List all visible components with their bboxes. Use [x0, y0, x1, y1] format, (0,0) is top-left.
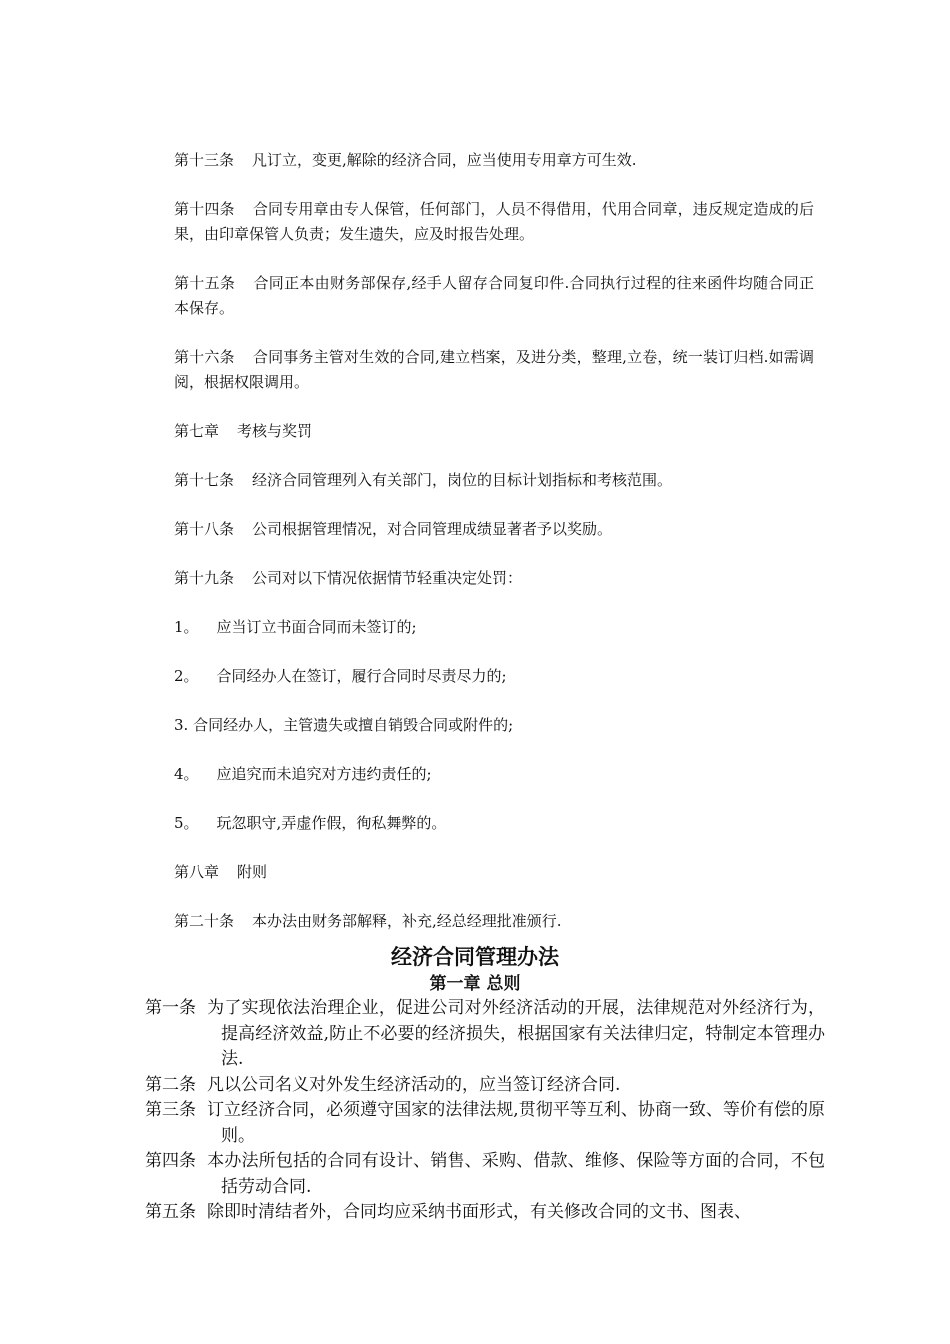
item-text: 应追究而未追究对方违约责任的; — [216, 765, 432, 783]
chapter-label: 第七章 — [174, 422, 220, 440]
article-label: 第十四条 — [174, 200, 235, 218]
article-20 — [174, 909, 814, 934]
item-label: 1。 — [174, 618, 199, 636]
article-label: 第十八条 — [174, 520, 235, 538]
lower-section — [145, 996, 825, 1226]
article-5 — [145, 1200, 825, 1226]
item-text: 3. 合同经办人，主管遗失或擅自销毁合同或附件的; — [174, 716, 514, 734]
article-19 — [174, 566, 814, 591]
article-label: 第十九条 — [174, 569, 235, 587]
article-label: 第二条 — [145, 1074, 196, 1095]
chapter-1-title: 第一章 总则 — [429, 974, 521, 994]
article-label: 第一条 — [145, 998, 196, 1018]
article-text: 订立经济合同，必须遵守国家的法律法规,贯彻平等互利、协商一致、等价有偿的原则。 — [207, 1100, 825, 1146]
list-item-3 — [174, 713, 814, 738]
article-2 — [145, 1073, 825, 1099]
item-text: 应当订立书面合同而未签订的; — [216, 618, 417, 636]
list-item-5 — [174, 811, 814, 836]
article-18 — [174, 517, 814, 542]
article-text: 为了实现依法治理企业，促进公司对外经济活动的开展，法律规范对外经济行为，提高经济效益,防止不必要的经济损失，根据国家有关法律归定，特制定本管理办法. — [207, 998, 825, 1069]
list-item-2 — [174, 664, 814, 689]
item-label: 2。 — [174, 667, 199, 685]
upper-section — [174, 148, 814, 934]
article-13 — [174, 148, 814, 173]
article-text: 经济合同管理列入有关部门，岗位的目标计划指标和考核范围。 — [252, 471, 673, 489]
item-label: 4。 — [174, 765, 199, 783]
article-4 — [145, 1149, 825, 1200]
article-text: 本办法由财务部解释，补充,经总经理批准颁行. — [252, 912, 562, 930]
list-item-1 — [174, 615, 814, 640]
article-text: 合同专用章由专人保管，任何部门，人员不得借用，代用合同章，违反规定造成的后果，由印章保管人负责；发生遗失，应及时报告处理。 — [174, 200, 814, 243]
article-text: 公司对以下情况依据情节轻重决定处罚： — [252, 569, 523, 587]
article-label: 第十三条 — [174, 151, 235, 169]
chapter-text: 附则 — [237, 863, 268, 881]
chapter-8-heading — [174, 860, 814, 885]
list-item-4 — [174, 762, 814, 787]
chapter-7-heading — [174, 419, 814, 444]
article-16 — [174, 345, 814, 395]
article-text: 公司根据管理情况，对合同管理成绩显著者予以奖励。 — [252, 520, 613, 538]
article-text: 本办法所包括的合同有设计、销售、采购、借款、维修、保险等方面的合同，不包括劳动合同. — [207, 1151, 825, 1197]
chapter-text: 考核与奖罚 — [237, 422, 313, 440]
article-text: 凡以公司名义对外发生经济活动的，应当签订经济合同. — [207, 1074, 621, 1095]
article-3 — [145, 1098, 825, 1149]
article-text: 合同正本由财务部保存,经手人留存合同复印件.合同执行过程的往来函件均随合同正本保存。 — [174, 274, 814, 317]
item-text: 玩忽职守,弄虚作假，徇私舞弊的。 — [216, 814, 447, 832]
article-label: 第十六条 — [174, 348, 235, 366]
item-label: 5。 — [174, 814, 199, 832]
article-label: 第十五条 — [174, 274, 236, 292]
article-text: 合同事务主管对生效的合同,建立档案，及进分类，整理,立卷，统一装订归档.如需调阅，根据权限调用。 — [174, 348, 814, 391]
article-text: 除即时清结者外，合同均应采纳书面形式，有关修改合同的文书、图表、 — [207, 1202, 751, 1222]
article-14 — [174, 197, 814, 247]
chapter-label: 第八章 — [174, 863, 220, 881]
article-label: 第十七条 — [174, 471, 235, 489]
article-15 — [174, 271, 814, 321]
article-label: 第三条 — [145, 1100, 196, 1120]
item-text: 合同经办人在签订，履行合同时尽责尽力的; — [216, 667, 507, 685]
article-text: 凡订立，变更,解除的经济合同，应当使用专用章方可生效. — [252, 151, 637, 169]
document-title: 经济合同管理办法 — [391, 945, 559, 969]
article-17 — [174, 468, 814, 493]
article-label: 第五条 — [145, 1202, 196, 1222]
article-label: 第四条 — [145, 1151, 196, 1171]
article-1 — [145, 996, 825, 1073]
article-label: 第二十条 — [174, 912, 235, 930]
